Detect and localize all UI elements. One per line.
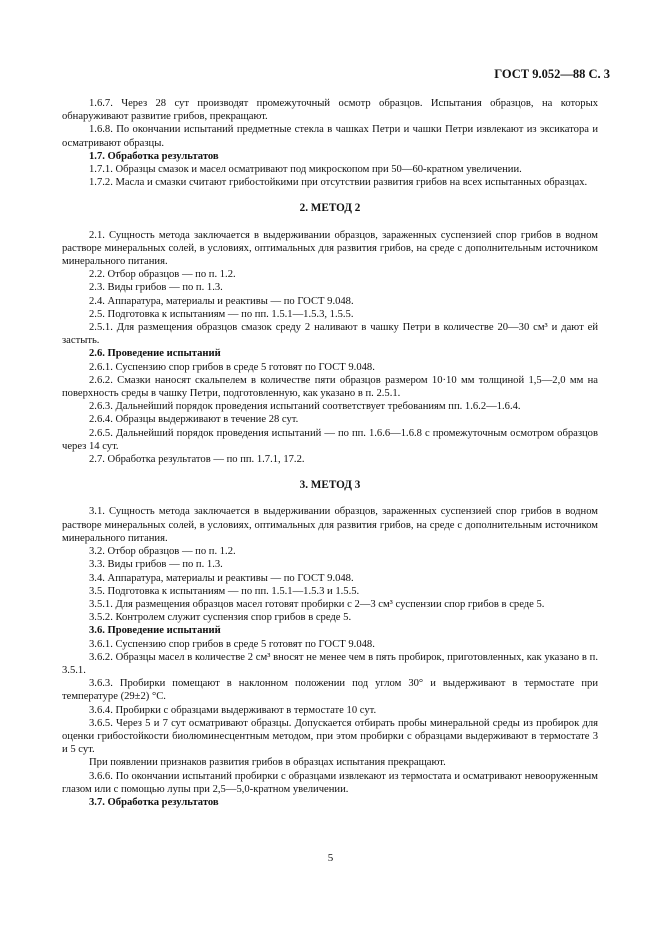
paragraph-2-4: 2.4. Аппаратура, материалы и реактивы — по ГОСТ 9.048. [89, 295, 354, 307]
paragraph-3-6-2: 3.6.2. Образцы масел в количестве 2 см³ вносят не менее чем в пять пробирок, приготовленных, как указано в п. 3.5.1. [62, 651, 598, 676]
page-header: ГОСТ 9.052—88 С. 3 [494, 67, 610, 81]
paragraph-3-6-1: 3.6.1. Суспензию спор грибов в среде 5 готовят по ГОСТ 9.048. [89, 638, 375, 650]
paragraph-2-6-4: 2.6.4. Образцы выдерживают в течение 28 сут. [89, 414, 299, 426]
paragraph-2-3: 2.3. Виды грибов — по п. 1.3. [89, 282, 223, 294]
paragraph-2-1: 2.1. Сущность метода заключается в выдерживании образцов, зараженных суспензией спор грибов в водном растворе минеральных солей, в условиях, оптимальных для развития грибов, на среде с дополнительным источником минерального питания. [62, 229, 598, 268]
paragraph-2-2: 2.2. Отбор образцов — по п. 1.2. [89, 269, 236, 281]
paragraph-1-7-1: 1.7.1. Образцы смазок и масел осматривают под микроскопом при 50—60-кратном увеличении. [89, 164, 522, 176]
document-body [62, 97, 598, 809]
section-heading-method-3: 3. МЕТОД 3 [299, 479, 361, 492]
paragraph-3-6-4: 3.6.4. Пробирки с образцами выдерживают в термостате 10 сут. [89, 704, 377, 716]
paragraph-3-4: 3.4. Аппаратура, материалы и реактивы — по ГОСТ 9.048. [89, 572, 354, 584]
paragraph-2-5-1: 2.5.1. Для размещения образцов смазок среду 2 наливают в чашку Петри в количестве 20—30 см³ и дают ей застыть. [62, 322, 598, 347]
paragraph-3-6-6: 3.6.6. По окончании испытаний пробирки с образцами извлекают из термостата и осматривают невооруженным глазом или с помощью лупы при 2,5—5,0-кратном увеличении. [62, 770, 598, 795]
paragraph-3-1: 3.1. Сущность метода заключается в выдерживании образцов, зараженных суспензией спор грибов в водном растворе минеральных солей, в условиях, оптимальных для развития грибов, на среде с дополнительным источником минерального питания. [62, 506, 598, 544]
paragraph-3-5-2: 3.5.2. Контролем служит суспензия спор грибов в среде 5. [89, 612, 352, 624]
paragraph-2-6-1: 2.6.1. Суспензию спор грибов в среде 5 готовят по ГОСТ 9.048. [89, 361, 375, 373]
paragraph-2-6-2: 2.6.2. Смазки наносят скальпелем в количестве пяти образцов размером 10·10 мм толщиной 1,5—2,0 мм на поверхность среды в чашку Петри, подготовленную, как указано в п. 2.5.1. [62, 374, 598, 400]
subheading-2-6: 2.6. Проведение испытаний [89, 348, 221, 360]
paragraph-3-6-3: 3.6.3. Пробирки помещают в наклонном положении под углом 30° и выдерживают в термостате при температуре (29±2) °С. [62, 678, 598, 703]
paragraph-3-6-5: 3.6.5. Через 5 и 7 сут осматривают образцы. Допускается отбирать пробы минеральной среды из пробирок для оценки грибостойкости биолюминесцентным методом, при этом пробирки с образцами выдерживают в термостате 3 и 5 сут. [62, 717, 598, 756]
subheading-3-7: 3.7. Обработка результатов [89, 796, 219, 808]
subheading-3-6: 3.6. Проведение испытаний [89, 625, 221, 637]
paragraph-2-5: 2.5. Подготовка к испытаниям — по пп. 1.5.1—1.5.3, 1.5.5. [89, 308, 354, 320]
subheading-1-7: 1.7. Обработка результатов [89, 150, 219, 162]
paragraph-1-6-8: 1.6.8. По окончании испытаний предметные стекла в чашках Петри и чашки Петри извлекают из эксикатора и осматривают образцы. [62, 124, 598, 149]
paragraph-2-6-3: 2.6.3. Дальнейший порядок проведения испытаний соответствует требованиям пп. 1.6.2—1.6.4. [89, 401, 521, 413]
paragraph-3-3: 3.3. Виды грибов — по п. 1.3. [89, 559, 223, 571]
paragraph-3-2: 3.2. Отбор образцов — по п. 1.2. [89, 546, 236, 558]
paragraph-2-7: 2.7. Обработка результатов — по пп. 1.7.1, 17.2. [89, 454, 305, 466]
paragraph-2-6-5: 2.6.5. Дальнейший порядок проведения испытаний — по пп. 1.6.6—1.6.8 с промежуточным осмотром образцов через 14 сут. [62, 427, 598, 452]
paragraph-note: При появлении признаков развития грибов в образцах испытания прекращают. [89, 757, 446, 769]
page-number: 5 [327, 852, 334, 864]
paragraph-1-6-7: 1.6.7. Через 28 сут производят промежуточный осмотр образцов. Испытания образцов, на которых обнаруживают развитие грибов, прекращают. [62, 98, 598, 123]
paragraph-3-5: 3.5. Подготовка к испытаниям — по пп. 1.5.1—1.5.3 и 1.5.5. [89, 585, 360, 597]
paragraph-1-7-2: 1.7.2. Масла и смазки считают грибостойкими при отсутствии развития грибов на всех испытанных образцах. [89, 177, 588, 189]
section-heading-method-2: 2. МЕТОД 2 [299, 202, 361, 215]
paragraph-3-5-1: 3.5.1. Для размещения образцов масел готовят пробирки с 2—3 см³ суспензии спор грибов в среде 5. [89, 598, 545, 610]
